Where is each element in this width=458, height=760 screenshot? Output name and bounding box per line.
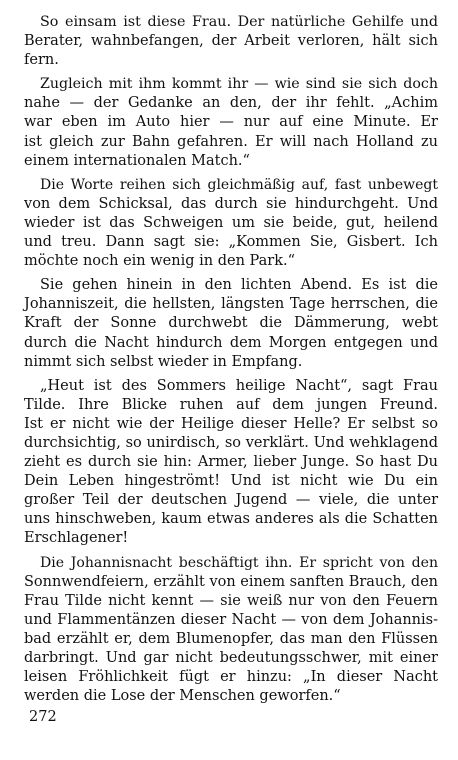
paragraph	[24, 276, 438, 371]
text-line: wieder ist das Schweigen um sie beide, gut, heilend	[24, 214, 438, 231]
text-line: darbringt. Und gar nicht bedeutungsschwer, mit einer	[24, 650, 438, 666]
text-line: So einsam ist diese Frau. Der natürliche Gehilfe und	[40, 14, 438, 30]
paragraph	[24, 75, 438, 170]
text-line: nahe — der Gedanke an den, der ihr fehlt. „Achim	[24, 95, 438, 112]
text-line: Tilde. Ihre Blicke ruhen auf dem jungen Freund.	[24, 396, 438, 413]
text-line: Dein Leben hingeströmt! Und ist nicht wie Du ein	[24, 473, 438, 490]
paragraph	[24, 377, 438, 549]
text-line: von dem Schicksal, das durch sie hindurchgeht. Und	[24, 195, 438, 212]
text-line: Kraft der Sonne durchwebt die Dämmerung, webt	[24, 315, 438, 332]
text-line: zieht es durch sie hin: Armer, lieber Junge. So hast Du	[24, 454, 438, 471]
text-line: und treu. Dann sagt sie: „Kommen Sie, Gisbert. Ich	[24, 234, 438, 251]
text-line: und Flammentänzen dieser Nacht — von dem Johannis-	[24, 611, 438, 628]
text-line: Zugleich mit ihm kommt ihr — wie sind sie sich doch	[40, 76, 438, 93]
text-line: durch die Nacht hindurch dem Morgen entgegen und	[24, 334, 438, 351]
text-line: leisen Fröhlichkeit fügt er hinzu: „In dieser Nacht	[24, 669, 438, 686]
text-line: Die Worte reihen sich gleichmäßig auf, fast unbewegt	[40, 176, 438, 193]
paragraph	[24, 13, 438, 70]
text-line: möchte noch ein wenig in den Park.“	[24, 253, 296, 270]
page-number: 272	[29, 709, 57, 725]
text-line: Erschlagener!	[24, 530, 129, 547]
text-line: war eben im Auto hier — nur auf eine Minute. Er	[24, 114, 438, 131]
text-line: Sie gehen hinein in den lichten Abend. Es ist die	[40, 277, 438, 294]
text-line: bad erzählt er, dem Blumenopfer, das man den Flüssen	[24, 630, 438, 647]
text-line: Ist er nicht wie der Heilige dieser Helle? Er selbst so	[24, 415, 438, 432]
text-line: uns hinschweben, kaum etwas anderes als die Schatten	[24, 511, 438, 528]
text-line: Berater, wahnbefangen, der Arbeit verloren, hält sich	[24, 33, 438, 50]
text-line: „Heut ist des Sommers heilige Nacht“, sagt Frau	[40, 377, 438, 394]
text-line: ist gleich zur Bahn gefahren. Er will nach Holland zu	[24, 133, 438, 150]
text-line: Sonnwendfeiern, erzählt von einem sanften Brauch, den	[24, 573, 438, 590]
text-line: fern.	[24, 52, 59, 69]
text-line: großer Teil der deutschen Jugend — viele, die unter	[24, 492, 438, 509]
text-line: Frau Tilde nicht kennt — sie weiß nur von den Feuern	[24, 592, 438, 609]
body-text	[24, 13, 438, 706]
text-line: werden die Lose der Menschen geworfen.“	[24, 688, 341, 705]
text-line: durchsichtig, so unirdisch, so verklärt. Und wehklagend	[24, 434, 438, 451]
paragraph	[24, 176, 438, 271]
paragraph	[24, 554, 438, 707]
text-line: einem internationalen Match.“	[24, 152, 250, 169]
text-line: Johanniszeit, die hellsten, längsten Tage herrschen, die	[24, 296, 438, 313]
text-line: nimmt sich selbst wieder in Empfang.	[24, 353, 303, 370]
text-line: Die Johannisnacht beschäftigt ihn. Er spricht von den	[40, 554, 438, 571]
